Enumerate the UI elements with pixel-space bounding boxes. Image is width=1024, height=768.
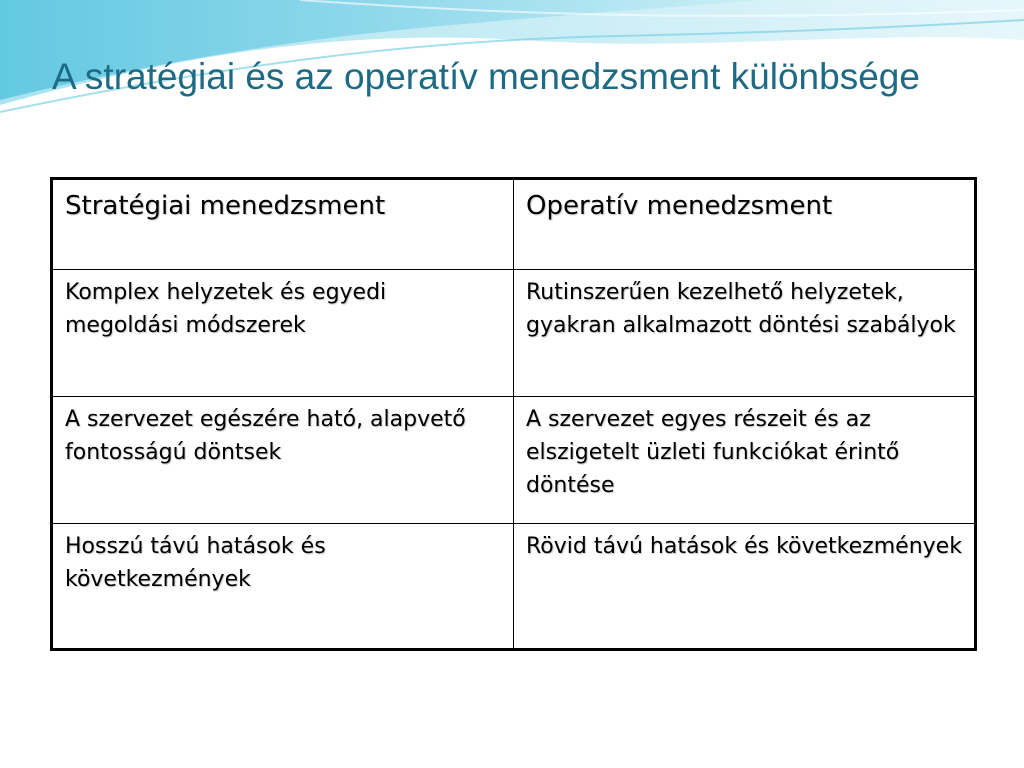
header-strategic: Stratégiai menedzsment <box>52 179 514 270</box>
cell-strategic: Komplex helyzetek és egyedi megoldási módszerek <box>52 270 514 397</box>
table-row <box>52 270 976 397</box>
header-operative: Operatív menedzsment <box>514 179 976 270</box>
cell-operative: Rutinszerűen kezelhető helyzetek, gyakran alkalmazott döntési szabályok <box>514 270 976 397</box>
table-row <box>52 397 976 524</box>
comparison-table <box>50 177 977 651</box>
cell-strategic: A szervezet egészére ható, alapvető fontosságú döntsek <box>52 397 514 524</box>
table-header-row <box>52 179 976 270</box>
cell-operative: Rövid távú hatások és következmények <box>514 524 976 650</box>
slide-title: A stratégiai és az operatív menedzsment különbsége <box>52 56 920 97</box>
cell-strategic: Hosszú távú hatások és következmények <box>52 524 514 650</box>
cell-operative: A szervezet egyes részeit és az elszigetelt üzleti funkciókat érintő döntése <box>514 397 976 524</box>
table-row <box>52 524 976 650</box>
